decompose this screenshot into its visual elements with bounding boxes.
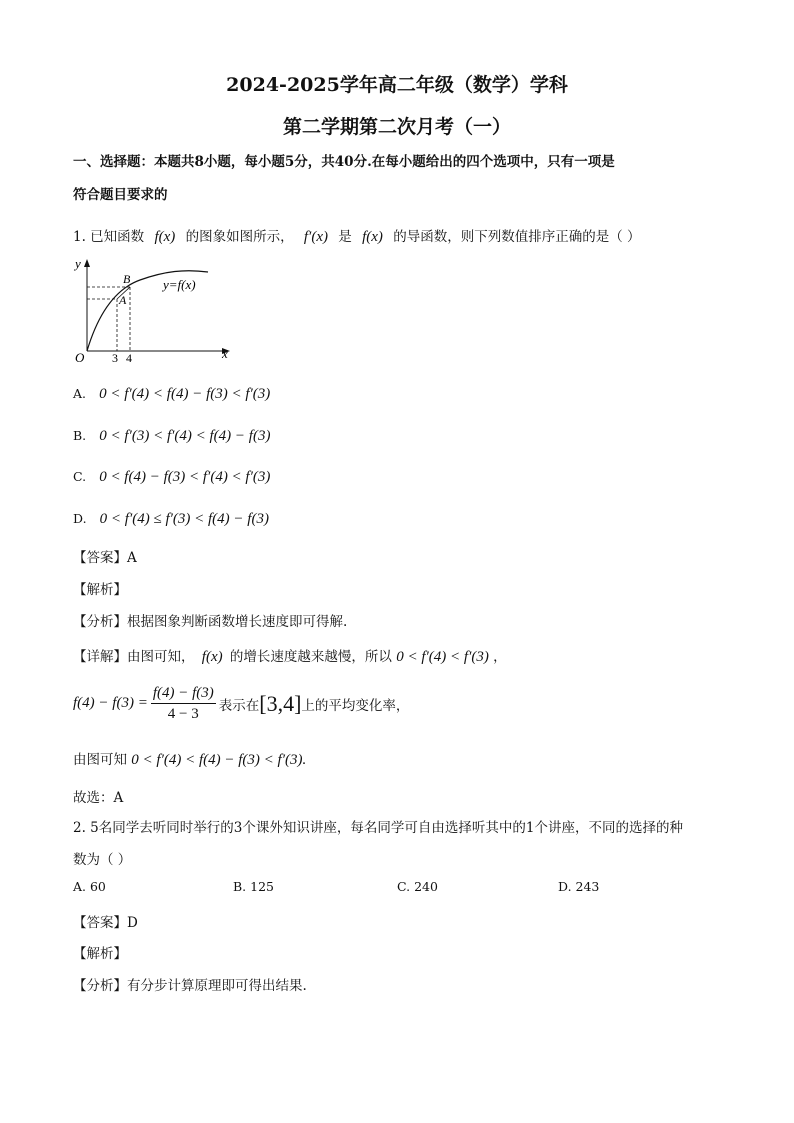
q2-option-b: B. 125 [233,879,274,894]
q1-option-d [73,508,269,528]
page-title-line1: 2024-2025学年高二年级（数学）学科 [226,74,568,96]
section-heading-line1: 一、选择题：本题共8小题，每小题5分，共40分.在每小题给出的四个选项中，只有一项是 [73,154,615,170]
q1-option-c [73,466,270,486]
q1-fx: f(x) [154,229,176,245]
q1-detail [73,645,507,666]
curve-label: y=f(x) [163,277,196,292]
q1-function-graph [70,254,240,366]
q1-choose: 故选：A [73,790,124,806]
eq-fraction [151,684,216,723]
q1-option-a [73,383,270,403]
q2-option-a: A. 60 [73,879,106,894]
detail-pre: 【详解】由图可知， [73,649,195,665]
point-a-label: A [119,293,127,307]
y-axis-label: y [75,256,81,271]
q2-jiexi: 【解析】 [73,946,127,962]
option-label: B. [73,428,87,443]
q1-jiexi: 【解析】 [73,582,127,598]
question-2-line2: 数为（ ） [73,852,132,868]
origin-label: O [75,350,85,365]
q2-fenxi: 【分析】有分步计算原理即可得出结果. [73,978,307,994]
question-2-line1: 2. 5名同学去听同时举行的3个课外知识讲座，每名同学可自由选择听其中的1个讲座，不同的选择的种 [73,820,683,836]
eq-interval: [3,4] [259,690,302,716]
page-title-line2: 第二学期第二次月考（一） [282,116,511,138]
eq-text2: 上的平均变化率， [301,697,410,714]
option-label: A. [73,386,87,401]
q1-equation-line [73,684,409,723]
tick-label-4: 4 [126,351,132,365]
detail-end: ， [493,649,507,665]
q1-text-c: 的导函数，则下列数值排序正确的是（ ） [393,229,641,245]
q1-text-a: 的图象如图所示， [185,229,294,245]
question-1-stem [73,225,641,246]
point-b-label: B [123,272,131,286]
detail-expr: 0 < f′(4) < f′(3) [396,649,489,665]
q1-fx-2: f(x) [362,229,383,245]
option-label: D. [73,511,87,526]
option-expr: 0 < f′(4) < f(4) − f(3) < f′(3) [99,386,271,402]
section-heading-line2: 符合题目要求的 [73,187,168,203]
detail-fx: f(x) [201,649,223,665]
q1-fpx: f′(x) [303,229,328,245]
q2-option-c: C. 240 [397,879,438,894]
q2-answer: 【答案】D [73,915,138,931]
q2-option-d: D. 243 [558,879,600,894]
eq-denominator: 4 − 3 [167,706,199,722]
q1-conclusion [73,748,306,769]
conclude-pre: 由图可知 [73,752,127,768]
y-axis-arrow-icon [84,259,90,267]
x-axis-label: x [222,346,228,361]
q1-number-text: 1. 已知函数 [73,229,145,245]
detail-mid: 的增长速度越来越慢，所以 [229,649,392,665]
conclude-expr: 0 < f′(4) < f(4) − f(3) < f′(3). [131,752,307,768]
tick-label-3: 3 [112,351,118,365]
option-label: C. [73,469,87,484]
option-expr: 0 < f′(4) ≤ f′(3) < f(4) − f(3) [99,511,269,527]
eq-numerator: f(4) − f(3) [151,684,216,704]
option-expr: 0 < f′(3) < f′(4) < f(4) − f(3) [99,428,271,444]
q1-answer: 【答案】A [73,550,137,566]
q1-fenxi: 【分析】根据图象判断函数增长速度即可得解. [73,614,348,630]
q1-option-b [73,425,270,445]
option-expr: 0 < f(4) − f(3) < f′(4) < f′(3) [99,469,271,485]
eq-text: 表示在 [218,697,260,714]
q1-text-b: 是 [338,229,352,245]
eq-lhs: f(4) − f(3) = [73,695,148,711]
